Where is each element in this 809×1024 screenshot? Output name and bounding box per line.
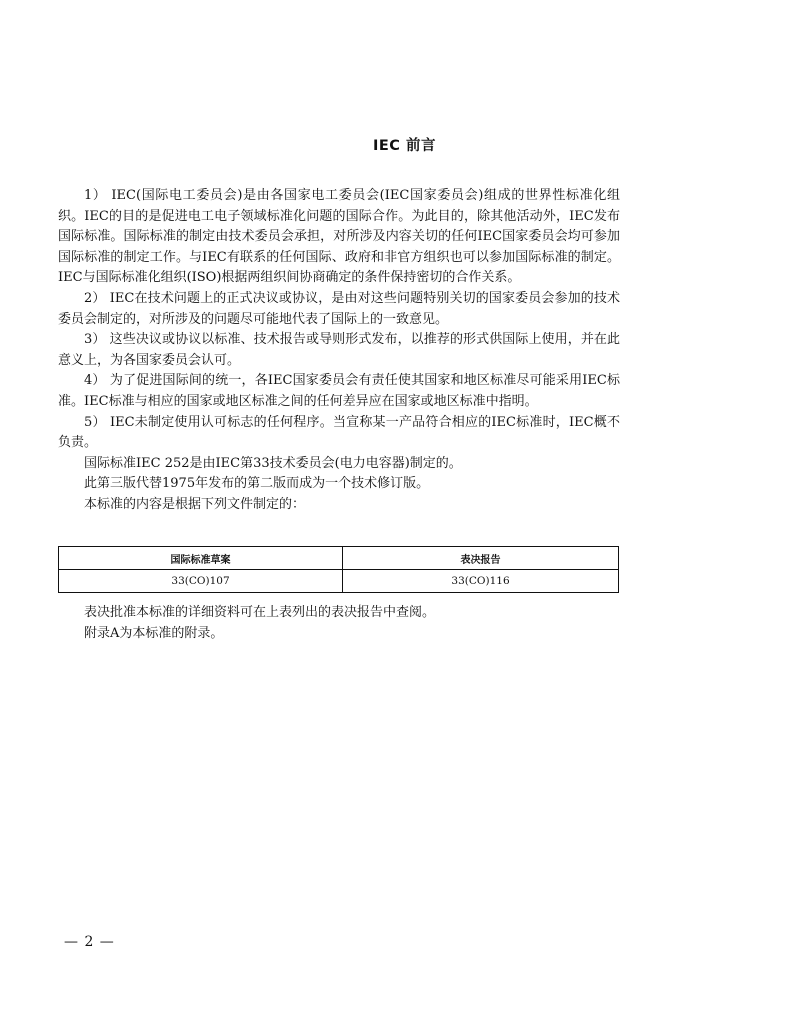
paragraph-annex: 附录A为本标准的附录。 xyxy=(84,626,224,641)
table-cell-draft: 33(CO)107 xyxy=(59,570,343,593)
table-header-draft: 国际标准草案 xyxy=(59,547,343,570)
table-row xyxy=(59,570,619,593)
paragraph-4: 4） 为了促进国际间的统一，各IEC国家委员会有责任使其国家和地区标准尽可能采用IEC标准。IEC标准与相应的国家或地区标准之间的任何差异应在国家或地区标准中指明。 xyxy=(58,373,620,409)
table-header-row xyxy=(59,547,619,570)
documents-table xyxy=(58,546,619,593)
after-table-text xyxy=(58,602,620,644)
paragraph-voting-details: 表决批准本标准的详细资料可在上表列出的表决报告中查阅。 xyxy=(84,605,436,620)
paragraph-6: 国际标准IEC 252是由IEC第33技术委员会(电力电容器)制定的。 xyxy=(84,455,462,471)
paragraph-7: 此第三版代替1975年发布的第二版而成为一个技术修订版。 xyxy=(84,476,430,492)
page-title: IEC 前言 xyxy=(373,138,436,154)
table-cell-vote-report: 33(CO)116 xyxy=(343,570,619,593)
paragraph-2: 2） IEC在技术问题上的正式决议或协议，是由对这些问题特别关切的国家委员会参加的技术委员会制定的，对所涉及的问题尽可能地代表了国际上的一致意见。 xyxy=(58,290,620,327)
page-number: — 2 — xyxy=(64,934,115,950)
paragraph-5: 5） IEC未制定使用认可标志的任何程序。当宣称某一产品符合相应的IEC标准时，IEC概不负责。 xyxy=(58,414,620,451)
foreword-body xyxy=(58,186,620,516)
paragraph-8: 本标准的内容是根据下列文件制定的： xyxy=(84,496,306,512)
paragraph-1: 1） IEC(国际电工委员会)是由各国家电工委员会(IEC国家委员会)组成的世界性标准化组织。IEC的目的是促进电工电子领域标准化问题的国际合作。为此目的，除其他活动外，IEC发布国际标准。国际标准的制定由技术委员会承担，对所涉及内容关切的任何IEC国家委员会均可参加国际标准的制定工作。与IEC有联系的任何国际、政府和非官方组织也可以参加国际标准的制定。IEC与国际标准化组织(ISO)根据两组织间协商确定的条件保持密切的合作关系。 xyxy=(58,188,620,286)
table-header-vote-report: 表决报告 xyxy=(343,547,619,570)
paragraph-3: 3） 这些决议或协议以标准、技术报告或导则形式发布，以推荐的形式供国际上使用，并在此意义上，为各国家委员会认可。 xyxy=(58,332,620,368)
